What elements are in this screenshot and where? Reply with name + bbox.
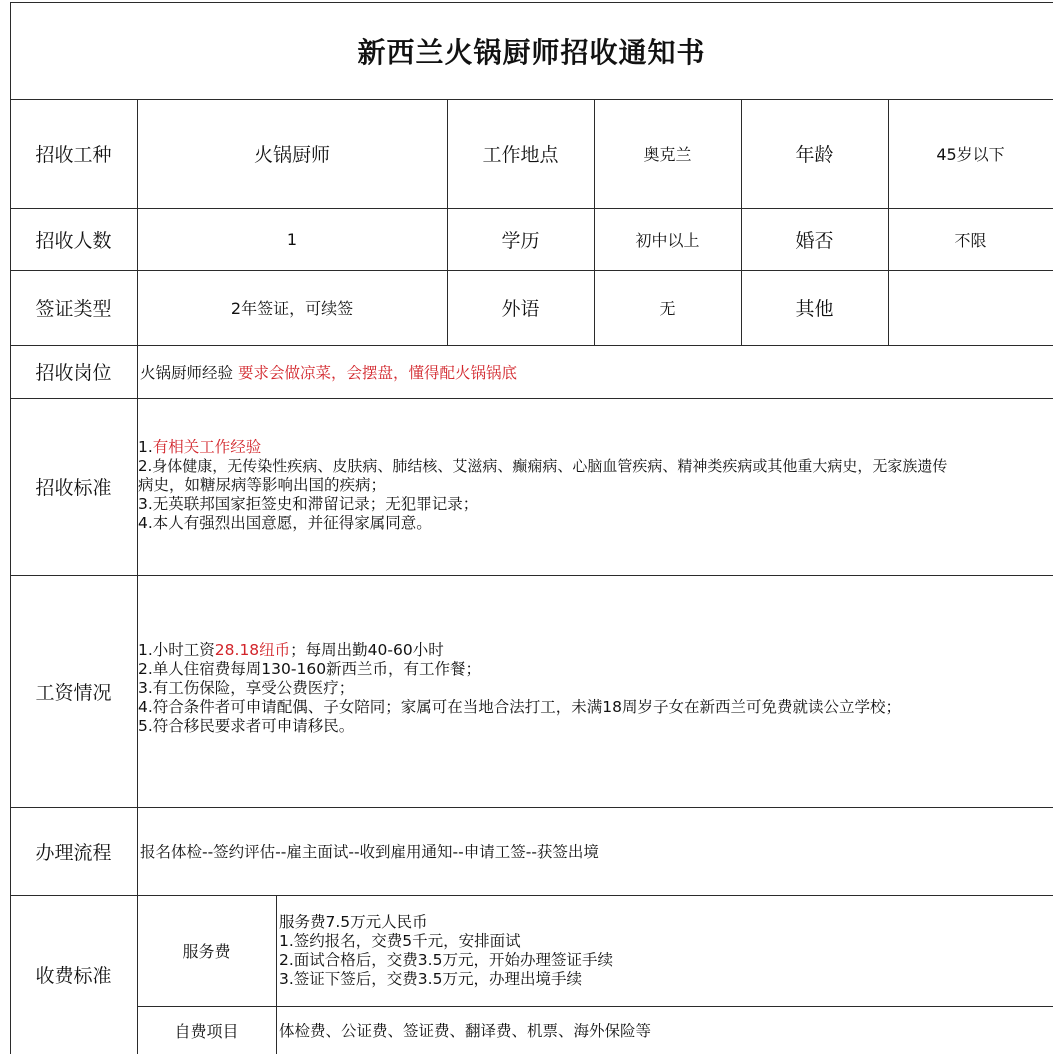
salary-item-5: 5.符合移民要求者可申请移民。 [138,717,355,735]
value-visa-type: 2年签证，可续签 [230,299,354,318]
grid-line [10,398,1053,399]
label-age: 年龄 [795,144,834,166]
standards-item-2: 2.身体健康，无传染性疾病、皮肤病、肺结核、艾滋病、癫痫病、心脑血管疾病、精神类疾病或其他重大病史，无家族遗传 [138,457,948,475]
value-marital-status: 不限 [954,230,987,250]
position-requirement-highlight: 要求会做凉菜，会摆盘，懂得配火锅锅底 [237,363,517,382]
label-salary: 工资情况 [35,681,112,704]
process-steps: 报名体检--签约评估--雇主面试--收到雇用通知--申请工签--获签出境 [140,843,599,861]
position-description [137,345,1053,398]
value-foreign-language: 无 [659,299,676,318]
label-standards: 招收标准 [35,477,112,499]
value-age: 45岁以下 [936,145,1005,164]
page-title: 新西兰火锅厨师招收通知书 [357,36,706,69]
salary-item-4: 4.符合条件者可申请配偶、子女陪同；家属可在当地合法打工，未满18周岁子女在新西兰可免费就读公立学校； [138,698,902,716]
label-fees: 收费标准 [35,965,112,987]
service-fee-line: 1.签约报名，交费5千元，安排面试 [279,932,521,950]
salary-item-1-suffix: ；每周出勤40-60小时 [290,641,444,659]
service-fee-details [279,913,613,989]
salary-item-1 [138,641,1051,660]
self-paid-items: 体检费、公证费、签证费、翻译费、机票、海外保险等 [279,1022,652,1040]
label-education: 学历 [501,229,540,252]
service-fee-line: 2.面试合格后，交费3.5万元，开始办理签证手续 [279,951,613,969]
standards-item-1-highlight: 有相关工作经验 [152,438,262,456]
service-fee-line: 3.签证下签后，交费3.5万元，办理出境手续 [279,970,582,988]
salary-item-2: 2.单人住宿费每周130-160新西兰币，有工作餐； [138,660,482,678]
position-text: 火锅厨师经验 [140,363,238,382]
label-foreign-language: 外语 [501,298,540,320]
salary-list [138,641,1051,736]
value-job-type: 火锅厨师 [253,144,330,166]
label-headcount: 招收人数 [35,229,112,252]
label-service-fee: 服务费 [182,942,231,961]
salary-item-1-prefix: 1.小时工资 [138,641,215,659]
value-work-place: 奥克兰 [643,145,692,164]
grid-line [10,575,1053,576]
label-position: 招收岗位 [35,362,112,384]
value-other [888,270,1053,345]
standards-item-3: 3.无英联邦国家拒签史和滞留记录；无犯罪记录； [138,495,479,513]
salary-item-3: 3.有工伤保险，享受公费医疗； [138,679,355,697]
label-other: 其他 [795,298,834,320]
value-headcount: 1 [286,229,298,249]
label-marital-status: 婚否 [795,229,834,252]
label-self-paid: 自费项目 [174,1021,239,1041]
label-work-place: 工作地点 [482,144,559,166]
value-education: 初中以上 [635,230,700,250]
standards-item-1 [138,438,1051,457]
label-visa-type: 签证类型 [35,298,112,320]
standards-item-2-cont: 病史，如糖尿病等影响出国的疾病； [138,476,387,494]
service-fee-line: 服务费7.5万元人民币 [279,913,428,931]
standards-item-4: 4.本人有强烈出国意愿，并征得家属同意。 [138,514,432,532]
label-process: 办理流程 [35,841,112,864]
salary-hourly-wage-highlight: 28.18纽币 [214,641,291,659]
standards-list [138,438,1051,533]
label-job-type: 招收工种 [35,144,112,166]
standards-item-1-prefix: 1. [138,438,153,456]
